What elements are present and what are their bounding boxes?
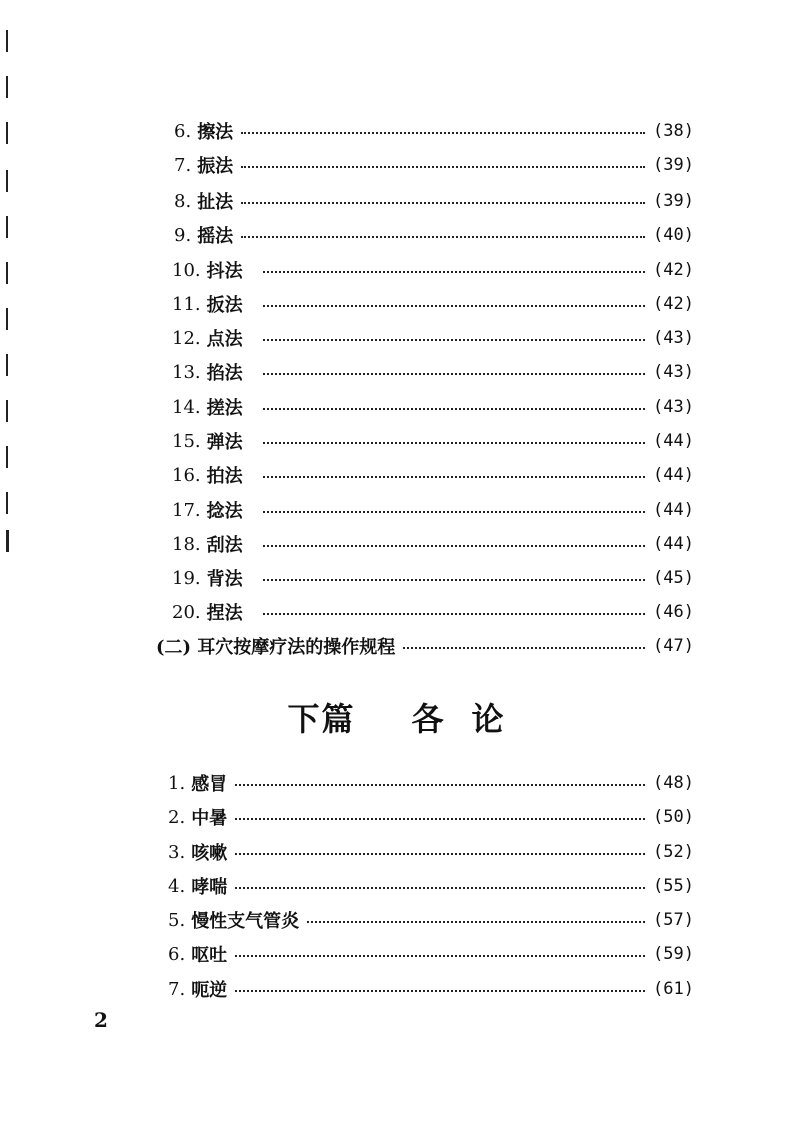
dot-leader	[263, 511, 645, 513]
toc-entry-page: (43)	[653, 397, 694, 417]
toc-entry-label: 拍法	[206, 466, 243, 487]
toc-entry-page: (44)	[653, 465, 694, 485]
dot-leader	[263, 613, 645, 615]
toc-entry-number: 17.	[172, 499, 201, 521]
toc-entry-number: 6.	[174, 120, 192, 142]
toc-entry-label: 感冒	[191, 774, 228, 795]
dot-leader	[263, 373, 645, 375]
toc-entry[interactable]	[172, 325, 694, 351]
toc-entry[interactable]	[168, 907, 694, 933]
toc-entry-number: 12.	[172, 327, 201, 349]
toc-entry[interactable]	[174, 152, 694, 178]
part-title-first-char: 各	[411, 700, 446, 738]
toc-entry[interactable]	[174, 222, 694, 248]
dot-leader	[263, 476, 645, 478]
toc-entry[interactable]	[172, 565, 694, 591]
toc-entry[interactable]	[168, 976, 694, 1002]
toc-entry-number: 11.	[172, 293, 201, 315]
dot-leader	[241, 166, 645, 168]
toc-entry-number: 4.	[168, 875, 186, 897]
toc-entry[interactable]	[168, 804, 694, 830]
part-title-second-char: 论	[471, 700, 506, 738]
toc-entry[interactable]	[172, 599, 694, 625]
dot-leader	[241, 236, 645, 238]
toc-entry-page: (44)	[653, 500, 694, 520]
toc-entry-number: 3.	[168, 841, 186, 863]
toc-entry-number: 5.	[168, 909, 186, 931]
toc-entry-page: (45)	[653, 568, 694, 588]
toc-entry-label: 中暑	[191, 808, 228, 829]
toc-entry-page: (46)	[653, 602, 694, 622]
toc-entry-label: 背法	[206, 569, 243, 590]
toc-entry-label: 擦法	[197, 122, 234, 143]
scan-edge-marks	[6, 30, 10, 550]
dot-leader	[263, 579, 645, 581]
toc-entry-number: 7.	[174, 154, 192, 176]
toc-entry[interactable]	[172, 497, 694, 523]
toc-entry[interactable]	[172, 291, 694, 317]
page-number: 2	[94, 1008, 108, 1032]
toc-entry-page: (48)	[653, 773, 694, 793]
toc-entry-label: 扳法	[206, 295, 243, 316]
toc-entry-number: 6.	[168, 943, 186, 965]
toc-entry-label: 呃逆	[191, 980, 228, 1001]
toc-entry-label: 咳嗽	[191, 843, 228, 864]
toc-entry-number: 14.	[172, 396, 201, 418]
toc-entry[interactable]	[174, 118, 694, 144]
dot-leader	[235, 990, 645, 992]
toc-entry[interactable]	[172, 531, 694, 557]
toc-entry-label: 哮喘	[191, 877, 228, 898]
toc-entry-number: 16.	[172, 464, 201, 486]
dot-leader	[235, 784, 645, 786]
part-heading	[0, 694, 793, 740]
toc-entry-page: (39)	[653, 191, 694, 211]
toc-entry[interactable]	[172, 359, 694, 385]
toc-entry-page: (42)	[653, 260, 694, 280]
toc-entry[interactable]	[172, 428, 694, 454]
toc-entry-number: 7.	[168, 978, 186, 1000]
dot-leader	[263, 339, 645, 341]
toc-entry-label: 捻法	[206, 501, 243, 522]
toc-entry[interactable]	[168, 873, 694, 899]
dot-leader	[307, 921, 645, 923]
toc-entry-label: 抖法	[206, 261, 243, 282]
toc-entry-number: 2.	[168, 806, 186, 828]
dot-leader	[235, 818, 645, 820]
toc-entry-label: 振法	[197, 156, 234, 177]
toc-entry-page: (61)	[653, 979, 694, 999]
toc-entry-label: 捏法	[206, 603, 243, 624]
toc-entry[interactable]	[168, 941, 694, 967]
toc-entry-number: 9.	[174, 224, 192, 246]
toc-entry-number: 15.	[172, 430, 201, 452]
toc-entry-number: 19.	[172, 567, 201, 589]
toc-entry-page: (55)	[653, 876, 694, 896]
toc-entry-page: (44)	[653, 431, 694, 451]
toc-entry-label: 摇法	[197, 226, 234, 247]
toc-entry-label: 掐法	[206, 363, 243, 384]
dot-leader	[263, 305, 645, 307]
dot-leader	[263, 271, 645, 273]
toc-entry-label: 点法	[206, 329, 243, 350]
toc-entry-number: 13.	[172, 361, 201, 383]
toc-entry-page: (52)	[653, 842, 694, 862]
toc-entry-number: 8.	[174, 190, 192, 212]
dot-leader	[235, 887, 645, 889]
dot-leader	[263, 545, 645, 547]
dot-leader	[235, 955, 645, 957]
toc-entry-number: 10.	[172, 259, 201, 281]
toc-entry-page: (43)	[653, 362, 694, 382]
toc-subsection-page: (47)	[653, 636, 694, 656]
toc-entry-page: (39)	[653, 155, 694, 175]
toc-entry-number: 1.	[168, 772, 186, 794]
toc-entry-page: (43)	[653, 328, 694, 348]
toc-entry-page: (38)	[653, 121, 694, 141]
toc-entry-label: 呕吐	[191, 945, 228, 966]
toc-entry[interactable]	[172, 394, 694, 420]
toc-entry-page: (42)	[653, 294, 694, 314]
toc-entry-number: 20.	[172, 601, 201, 623]
dot-leader	[241, 202, 645, 204]
toc-entry-label: 搓法	[206, 398, 243, 419]
toc-entry-page: (50)	[653, 807, 694, 827]
toc-entry[interactable]	[174, 188, 694, 214]
toc-subsection[interactable]	[156, 633, 694, 659]
dot-leader	[403, 647, 645, 649]
toc-entry-number: 18.	[172, 533, 201, 555]
toc-entry-label: 扯法	[197, 192, 234, 213]
toc-subsection-label: (二) 耳穴按摩疗法的操作规程	[156, 637, 396, 658]
toc-entry[interactable]	[172, 257, 694, 283]
toc-entry-page: (44)	[653, 534, 694, 554]
dot-leader	[241, 132, 645, 134]
dot-leader	[235, 853, 645, 855]
toc-entry[interactable]	[168, 839, 694, 865]
toc-entry-label: 刮法	[206, 535, 243, 556]
toc-entry-page: (59)	[653, 944, 694, 964]
toc-entry-label: 慢性支气管炎	[191, 911, 300, 932]
part-label: 下篇	[287, 700, 356, 738]
dot-leader	[263, 442, 645, 444]
toc-entry[interactable]	[168, 770, 694, 796]
toc-entry-page: (57)	[653, 910, 694, 930]
toc-entry-page: (40)	[653, 225, 694, 245]
toc-entry-label: 弹法	[206, 432, 243, 453]
toc-entry[interactable]	[172, 462, 694, 488]
dot-leader	[263, 408, 645, 410]
